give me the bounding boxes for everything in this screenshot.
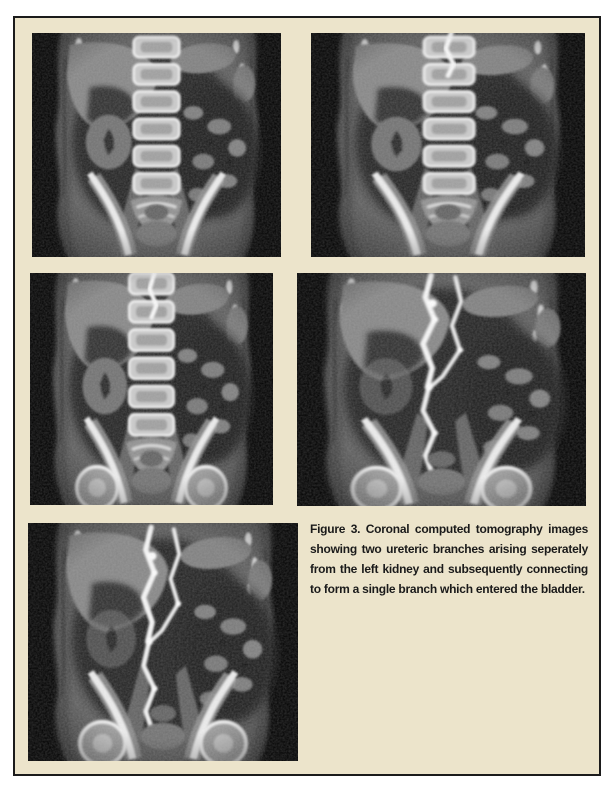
- figure-frame: [13, 16, 601, 776]
- ct-panel-3: [30, 273, 273, 505]
- ct-scan-3-svg: [30, 273, 273, 505]
- ct-scan-5-svg: [28, 523, 298, 761]
- ct-anatomy: [311, 33, 585, 257]
- ct-anatomy: [32, 33, 281, 257]
- ct-anatomy: [30, 273, 273, 505]
- ct-anatomy: [28, 523, 298, 761]
- ct-scan-1-svg: [32, 33, 281, 257]
- ct-anatomy: [297, 273, 586, 506]
- ct-scan-4-svg: [297, 273, 586, 506]
- ct-panel-2: [311, 33, 585, 257]
- ct-panel-4: [297, 273, 586, 506]
- ct-panel-1: [32, 33, 281, 257]
- ct-scan-2-svg: [311, 33, 585, 257]
- ct-panel-5: [28, 523, 298, 761]
- figure-caption: Figure 3. Coronal computed tomography images showing two ureteric branches arising seperately from the left kidney and subsequently connecting to form a single branch which entered the bladder.: [310, 522, 588, 596]
